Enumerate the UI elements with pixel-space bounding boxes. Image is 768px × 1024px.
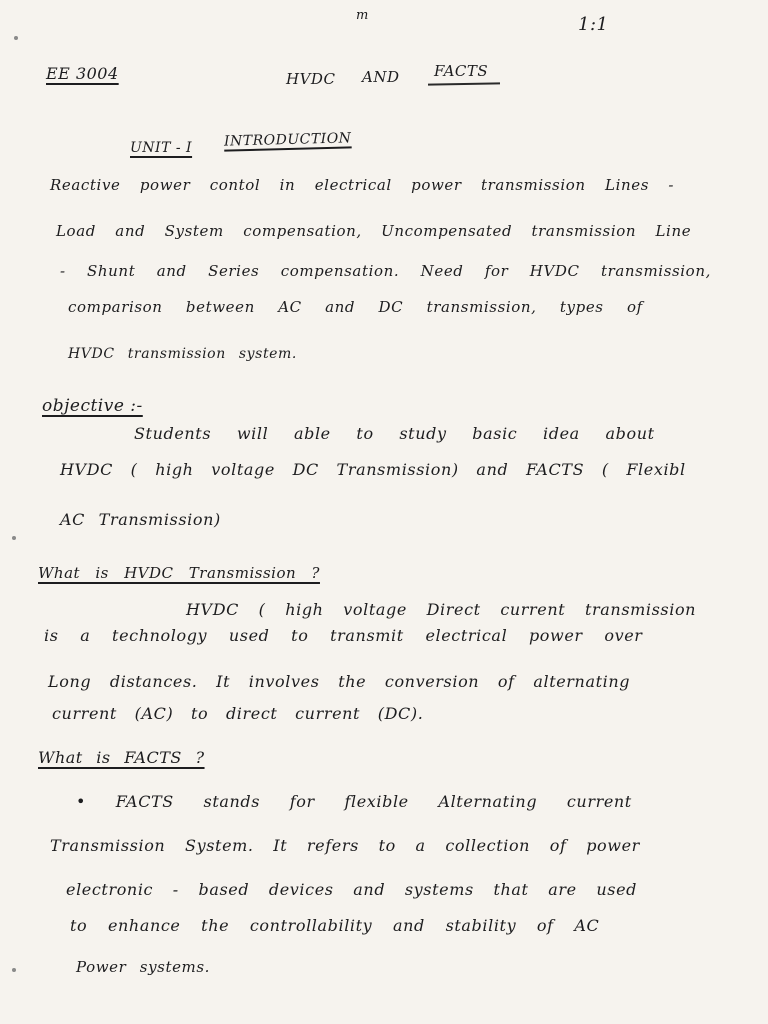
objective-line: AC Transmission) xyxy=(60,510,221,529)
course-code: EE 3004 xyxy=(46,64,119,83)
title-and: AND xyxy=(362,68,400,86)
margin-speck xyxy=(12,536,16,540)
facts-line: Power systems. xyxy=(76,958,211,976)
title-underline xyxy=(428,82,500,85)
syllabus-line: HVDC transmission system. xyxy=(68,346,297,362)
title-facts: FACTS xyxy=(434,62,489,80)
syllabus-line: Load and System compensation, Uncompensated transmission Line xyxy=(56,222,692,240)
syllabus-line: - Shunt and Series compensation. Need for HVDC transmission, xyxy=(60,262,711,280)
syllabus-line: comparison between AC and DC transmission, types of xyxy=(68,298,643,316)
hvdc-line: is a technology used to transmit electrical power over xyxy=(44,626,643,645)
objective-heading: objective :- xyxy=(42,396,143,416)
page-number: 1:1 xyxy=(578,14,609,35)
objective-line: Students will able to study basic idea about xyxy=(134,424,655,443)
facts-line: electronic - based devices and systems that are used xyxy=(66,880,638,899)
facts-heading: What is FACTS ? xyxy=(38,748,205,767)
facts-line: • FACTS stands for flexible Alternating current xyxy=(76,792,632,811)
hvdc-line: current (AC) to direct current (DC). xyxy=(52,704,424,723)
unit-title: INTRODUCTION xyxy=(223,130,352,150)
margin-speck xyxy=(12,968,16,972)
margin-speck xyxy=(14,36,18,40)
hvdc-heading: What is HVDC Transmission ? xyxy=(38,564,320,582)
syllabus-line: Reactive power contol in electrical power transmission Lines - xyxy=(50,176,675,194)
facts-line: Transmission System. It refers to a collection of power xyxy=(50,836,640,855)
title-hvdc: HVDC xyxy=(286,70,336,88)
unit-label: UNIT - I xyxy=(130,140,193,156)
facts-line: to enhance the controllability and stability of AC xyxy=(70,916,600,935)
hvdc-line: HVDC ( high voltage Direct current transmission xyxy=(186,600,697,619)
hvdc-line: Long distances. It involves the conversion of alternating xyxy=(48,672,631,691)
objective-line: HVDC ( high voltage DC Transmission) and FACTS ( Flexibl xyxy=(60,460,686,479)
page-mark: m xyxy=(356,8,369,23)
